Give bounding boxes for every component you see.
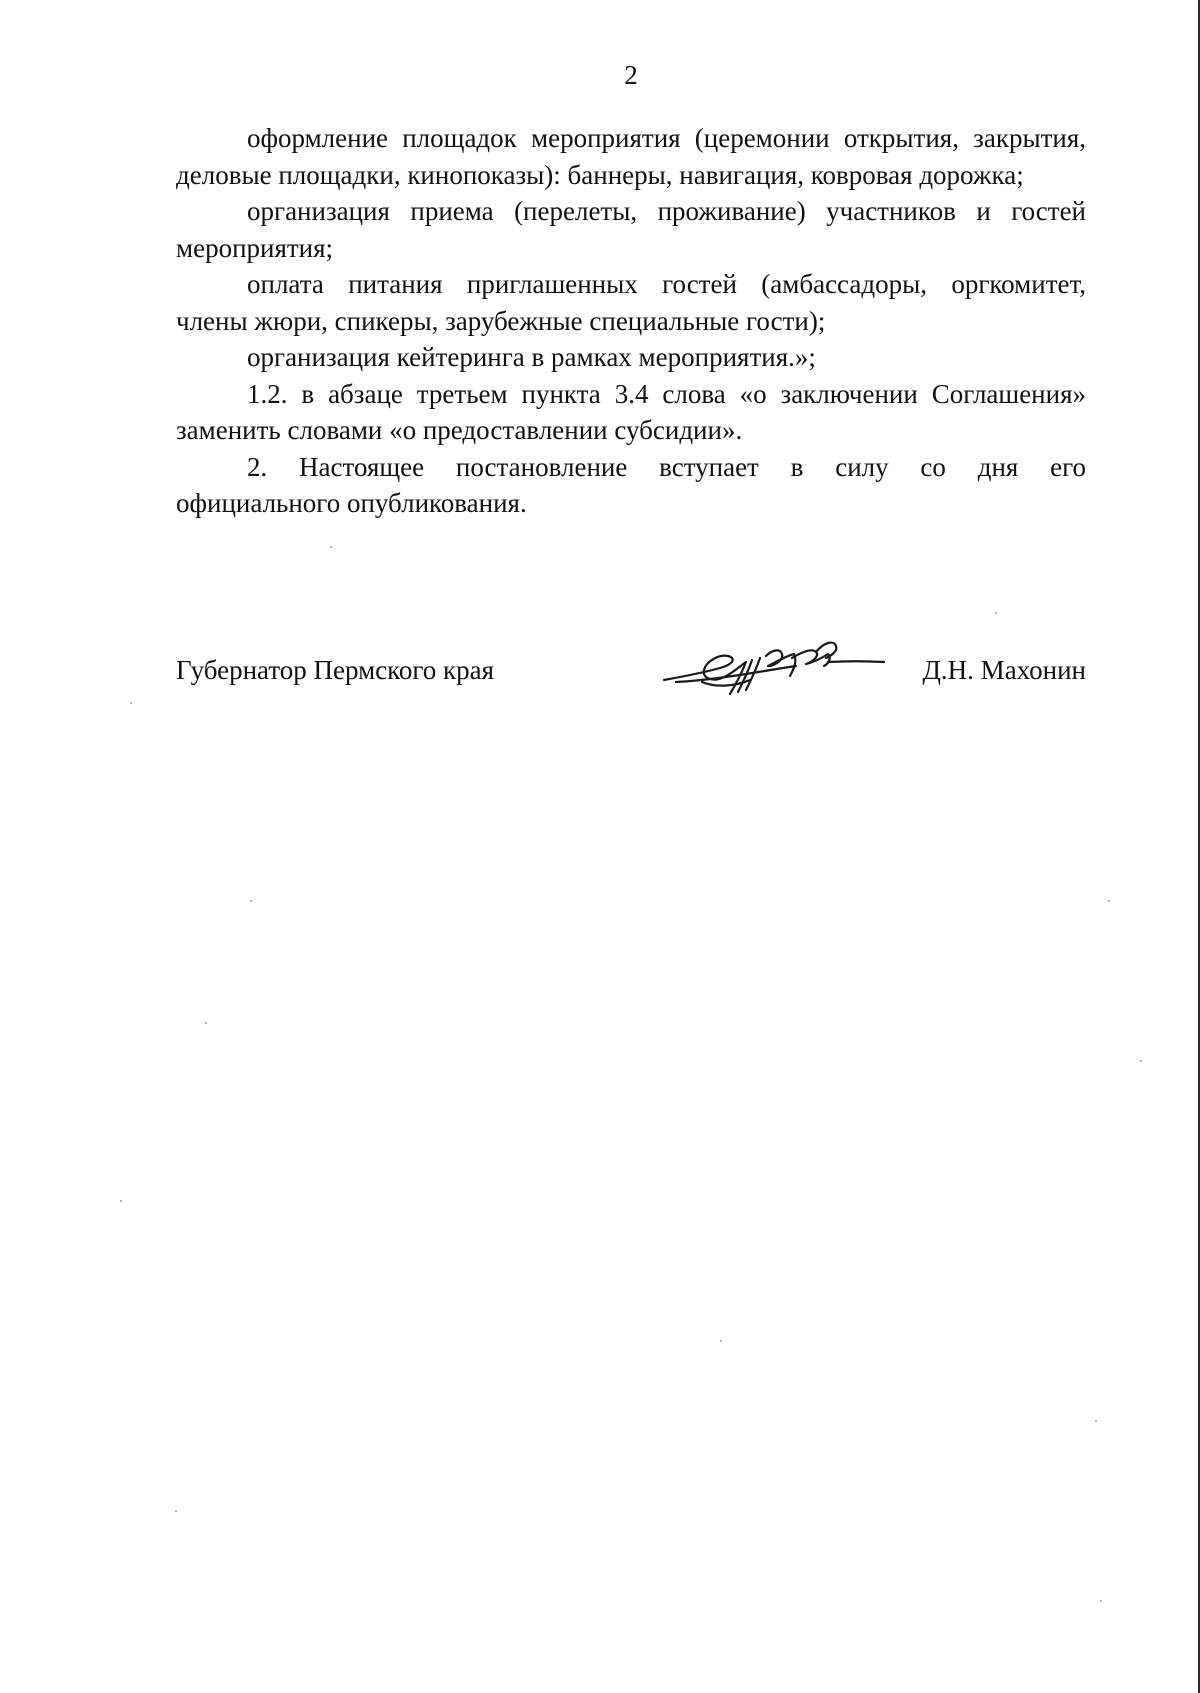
paragraph-guest-reception xyxy=(176,193,1086,266)
paragraph-line: 2. Настоящее постановление вступает в силу со дня его xyxy=(247,451,1086,482)
paragraph-line: мероприятия; xyxy=(176,232,334,263)
scan-speck xyxy=(1140,1060,1142,1062)
signature-block xyxy=(176,652,1086,692)
document-body xyxy=(176,120,1086,522)
paragraph-line: члены жюри, спикеры, зарубежные специальные гости); xyxy=(176,305,826,336)
paragraph-entry-into-force xyxy=(176,449,1086,522)
scan-speck xyxy=(175,1510,177,1512)
paragraph-catering xyxy=(176,339,1086,376)
scan-speck xyxy=(1095,1420,1097,1422)
handwritten-signature-icon xyxy=(656,632,886,704)
scan-speck xyxy=(1100,1600,1102,1602)
paragraph-line: официального опубликования. xyxy=(176,488,527,518)
paragraph-venue-decoration xyxy=(176,120,1086,193)
paragraph-line: оформление площадок мероприятия (церемонии открытия, закрытия, xyxy=(247,123,1086,153)
scan-speck xyxy=(120,1200,122,1202)
scan-speck xyxy=(1108,900,1110,902)
paragraph-amendment-1-2 xyxy=(176,376,1086,449)
scan-speck xyxy=(250,900,252,902)
signer-position: Губернатор Пермского края xyxy=(176,655,495,685)
paragraph-line: организация кейтеринга в рамках мероприятия.»; xyxy=(247,342,816,372)
scan-speck xyxy=(995,612,997,614)
scan-speck xyxy=(130,702,132,704)
paragraph-line: оплата питания приглашенных гостей (амбассадоры, оргкомитет, xyxy=(247,269,1086,299)
paragraph-guest-meals xyxy=(176,266,1086,339)
signer-name: Д.Н. Махонин xyxy=(922,655,1086,685)
page-number: 2 xyxy=(624,60,638,90)
paragraph-line: заменить словами «о предоставлении субсидии». xyxy=(176,415,743,445)
paragraph-line: деловые площадки, кинопоказы): баннеры, навигация, ковровая дорожка; xyxy=(176,159,1024,190)
scan-speck xyxy=(330,546,332,548)
scan-speck xyxy=(205,1022,207,1024)
paragraph-line: 1.2. в абзаце третьем пункта 3.4 слова «о заключении Соглашения» xyxy=(247,378,1086,409)
paragraph-line: организация приема (перелеты, проживание) участников и гостей xyxy=(247,196,1086,226)
scan-speck xyxy=(720,1340,722,1342)
